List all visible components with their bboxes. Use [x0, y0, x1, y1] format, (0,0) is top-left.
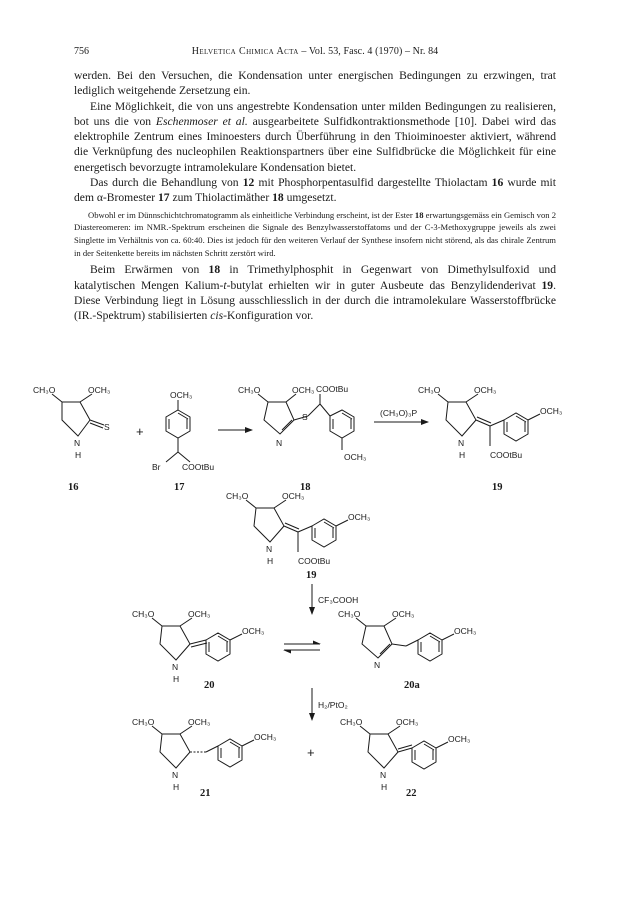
text-run: 12 [242, 176, 255, 190]
methoxy-label: CH₃O [238, 385, 261, 395]
text-run: 18 [414, 209, 424, 220]
reagent-hydrogenation: H₂/PtO₂ [318, 700, 348, 710]
methoxy-label: OCH₃ [344, 452, 367, 462]
methoxy-label: OCH₃ [242, 626, 265, 636]
ester-label: COOtBu [490, 450, 523, 460]
text-run: 16 [491, 176, 504, 190]
plus-sign: + [307, 745, 315, 760]
amine-h-label: H [459, 450, 466, 460]
methoxy-label: OCH₃ [396, 717, 419, 727]
methoxy-label: OCH₃ [448, 734, 471, 744]
amine-h-label: H [173, 782, 180, 792]
bromine-label: Br [152, 462, 161, 472]
amine-h-label: H [173, 674, 180, 684]
compound-label-21: 21 [200, 788, 211, 799]
structure-20 [152, 618, 242, 661]
methoxy-label: OCH₃ [188, 717, 211, 727]
ester-label: COOtBu [182, 462, 215, 472]
nitrogen-label: N [458, 438, 465, 448]
text-run: 18 [208, 263, 221, 277]
compound-label-18: 18 [300, 482, 311, 493]
amine-h-label: H [381, 782, 388, 792]
structure-19-top [438, 394, 540, 446]
reagent-tfa: CF₃COOH [318, 595, 359, 605]
ester-label: COOtBu [316, 384, 349, 394]
amine-h-label: H [267, 556, 274, 566]
methoxy-label: CH₃O [418, 385, 441, 395]
methoxy-label: OCH₃ [474, 385, 497, 395]
nitrogen-label: N [380, 770, 387, 780]
text-run: 18 [272, 191, 284, 205]
nitrogen-label: N [172, 770, 179, 780]
ester-label: COOtBu [298, 556, 331, 566]
methoxy-label: CH₃O [338, 609, 361, 619]
text-run: 17 [158, 191, 170, 205]
methoxy-label: OCH₃ [292, 385, 315, 395]
nitrogen-label: N [172, 662, 179, 672]
methoxy-label: CH₃O [340, 717, 363, 727]
text-run: mit Phosphorpentasulfid dargestellte Thiolactam [254, 176, 492, 190]
structure-18 [258, 394, 354, 450]
text-run: ausgearbeitete Sulfidkontraktionsmethode [10]. Dabei wird das elektrophile Zentrum eines Iminoesters durch Überführung in den Thioiminoester aktiviert, während die Verknüpfung des nucleophilen Reaktionspartners über eine Sulfidbrücke die Möglichkeit für eine energetisch bevorzugte intramolekulare Kondensation bietet. [74, 114, 557, 174]
text-run: in Trimethylphosphit in Gegenwart von Dimethylsulfoxid und katalytischen Mengen Kalium- [74, 263, 556, 292]
text-run: Das durch die Behandlung von [90, 176, 243, 190]
methoxy-label: CH₃O [132, 717, 155, 727]
text-run: . Diese Verbindung liegt in Lösung ausschliesslich in der durch die intramolekulare Wasserstoffbrücke (IR.-Spektrum) stabilisierten [74, 278, 556, 323]
structure-22 [360, 726, 448, 769]
text-run: -Konfiguration vor. [223, 309, 314, 323]
journal-issue: – Vol. 53, Fasc. 4 (1970) – Nr. 84 [301, 46, 439, 57]
reagent-trimethylphosphite: (CH₃O)₃P [380, 408, 418, 418]
methoxy-label: OCH₃ [392, 609, 415, 619]
compound-label-16: 16 [68, 482, 79, 493]
methoxy-label: CH₃O [132, 609, 155, 619]
sulfur-label: S [302, 412, 308, 422]
text-run: erwartungsgemäss ein Gemisch von 2 Diastereomeren: im NMR.-Spektrum erscheinen die Signale des Benzylwasserstoffatoms und der C-3-Methoxygruppe jeweils als zwei Singlette im Verhältnis von ca. 60:40. Dies ist jedoch für den weiteren Verlauf der Synthese insofern nicht störend, als das chirale Zentrum in der Seitenkette bereits im nächsten Schritt zerstört wird. [74, 209, 557, 258]
text-run: Beim Erwärmen von [90, 263, 209, 277]
structure-20a [356, 618, 454, 661]
structure-17 [166, 400, 190, 462]
amine-h-label: H [75, 450, 82, 460]
compound-label-20: 20 [204, 680, 215, 691]
text-run: werden. Bei den Versuchen, die Kondensation unter energischen Bedingungen zu erzwingen, trat lediglich weitgehende Zersetzung ein. [74, 69, 556, 98]
sulfur-label: S [104, 422, 110, 432]
methoxy-label: OCH₃ [188, 609, 211, 619]
text-run: wurde mit dem α-Bromester [74, 176, 556, 205]
nitrogen-label: N [276, 438, 283, 448]
text-run: Eschenmoser et al. [155, 114, 248, 128]
text-run: t [223, 278, 227, 292]
compound-label-17: 17 [174, 482, 185, 493]
journal-name: Helvetica Chimica Acta [191, 46, 299, 57]
structure-19-center [246, 500, 348, 552]
methoxy-label: CH₃O [226, 491, 249, 501]
structure-21 [152, 726, 254, 768]
text-run: cis [210, 309, 224, 323]
plus-sign: + [136, 424, 144, 439]
methoxy-label: CH₃O [33, 385, 56, 395]
compound-label-20a: 20a [404, 680, 420, 691]
methoxy-label: OCH₃ [454, 626, 477, 636]
methoxy-label: OCH₃ [88, 385, 111, 395]
methoxy-label: OCH₃ [540, 406, 563, 416]
compound-label-22: 22 [406, 788, 417, 799]
text-run: Eine Möglichkeit, die von uns angestrebte Kondensation unter milden Bedingungen zu realisieren, bot uns die von [74, 99, 556, 128]
text-run: zum Thiolactimäther [169, 191, 273, 205]
text-run: 19 [541, 278, 554, 292]
text-run: Obwohl er im Dünnschichtchromatogramm als einheitliche Verbindung erscheint, ist der Ester [88, 209, 415, 220]
compound-label-19-center: 19 [306, 570, 317, 581]
methoxy-label: OCH₃ [282, 491, 305, 501]
nitrogen-label: N [266, 544, 273, 554]
methoxy-label: OCH₃ [348, 512, 371, 522]
compound-label-19: 19 [492, 482, 503, 493]
nitrogen-label: N [74, 438, 81, 448]
methoxy-label: OCH₃ [170, 390, 193, 400]
methoxy-label: OCH₃ [254, 732, 277, 742]
text-run: -butylat erhielten wir in guter Ausbeute das Benzylidenderivat [226, 278, 542, 292]
text-run: umgesetzt. [283, 191, 337, 205]
nitrogen-label: N [374, 660, 381, 670]
structure-16 [52, 394, 104, 436]
page-number: 756 [74, 46, 89, 57]
